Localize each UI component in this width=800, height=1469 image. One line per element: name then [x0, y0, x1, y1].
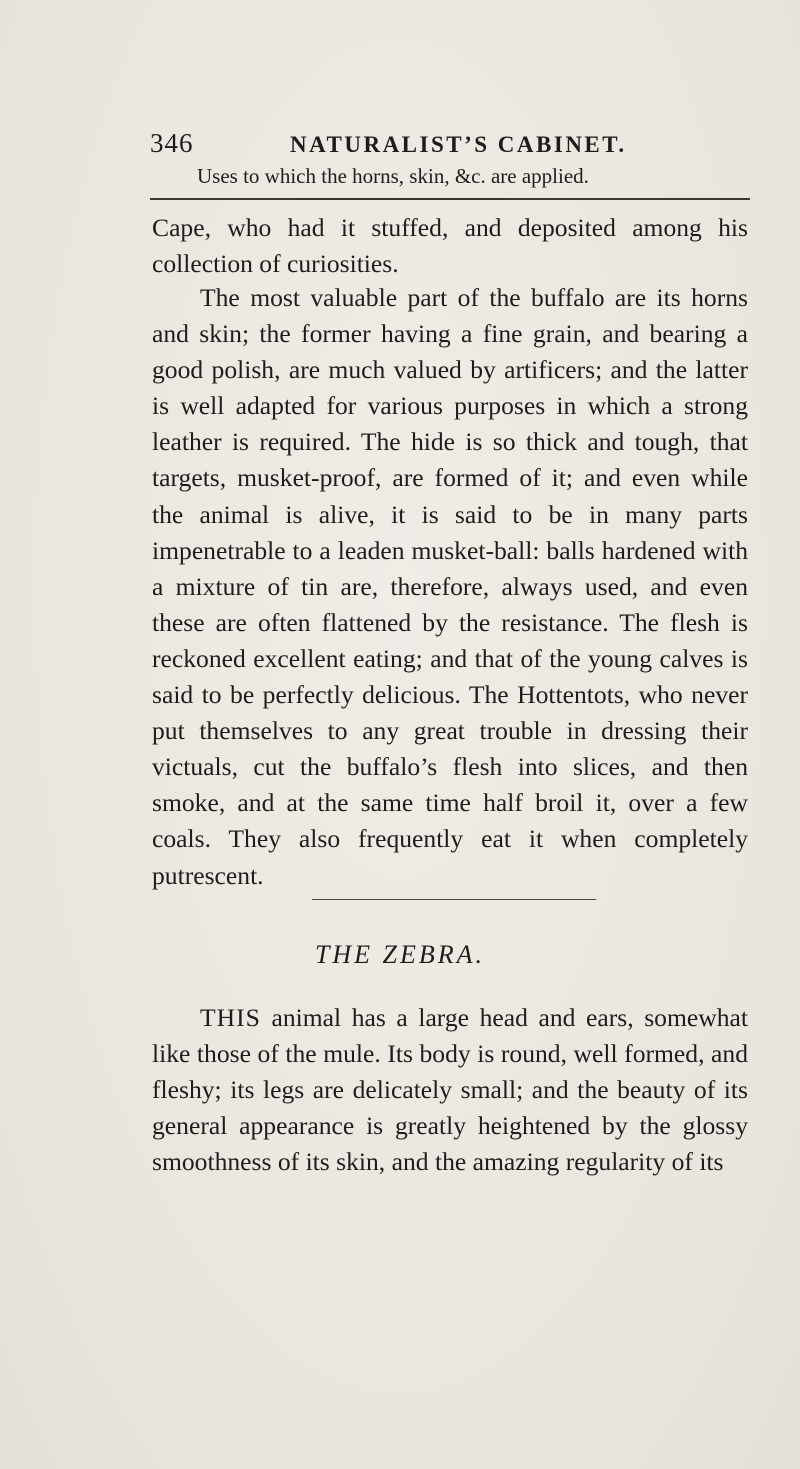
paragraph-zebra	[152, 1000, 748, 1180]
page-number: 346	[150, 128, 194, 158]
paragraph-zebra-text: animal has a large head and ears, somewhat like those of the mule. Its body is round, well formed, and fleshy; its legs are delicately small; and the beauty of its general appearance is greatly heightened by the glossy smoothness of its skin, and the amazing regularity of its	[152, 1003, 748, 1177]
page-subhead: Uses to which the horns, skin, &c. are applied.	[197, 164, 589, 188]
paragraph-buffalo: The most valuable part of the buffalo are its horns and skin; the former having a fine grain, and bearing a good polish, are much valued by artificers; and the latter is well adapted for various purposes in which a strong leather is required. The hide is so thick and tough, that targets, musket-proof, are formed of it; and even while the animal is alive, it is said to be in many parts impenetrable to a leaden musket-ball: balls hardened with a mixture of tin are, therefore, always used, and even these are often flattened by the resistance. The flesh is reckoned excellent eating; and that of the young calves is said to be perfectly delicious. The Hottentots, who never put themselves to any great trouble in dressing their victuals, cut the buffalo’s flesh into slices, and then smoke, and at the same time half broil it, over a few coals. They also frequently eat it when completely putrescent.	[152, 283, 748, 890]
header-rule	[150, 198, 750, 200]
page-header	[150, 128, 750, 168]
section-heading: THE ZEBRA.	[314, 940, 486, 969]
section-divider	[312, 899, 596, 900]
paragraph-continuation: Cape, who had it stuffed, and deposited among his collection of curiosities.	[152, 213, 748, 279]
running-title: NATURALIST’S CABINET.	[290, 132, 627, 157]
paragraph-lead-word: THIS	[200, 1003, 261, 1032]
